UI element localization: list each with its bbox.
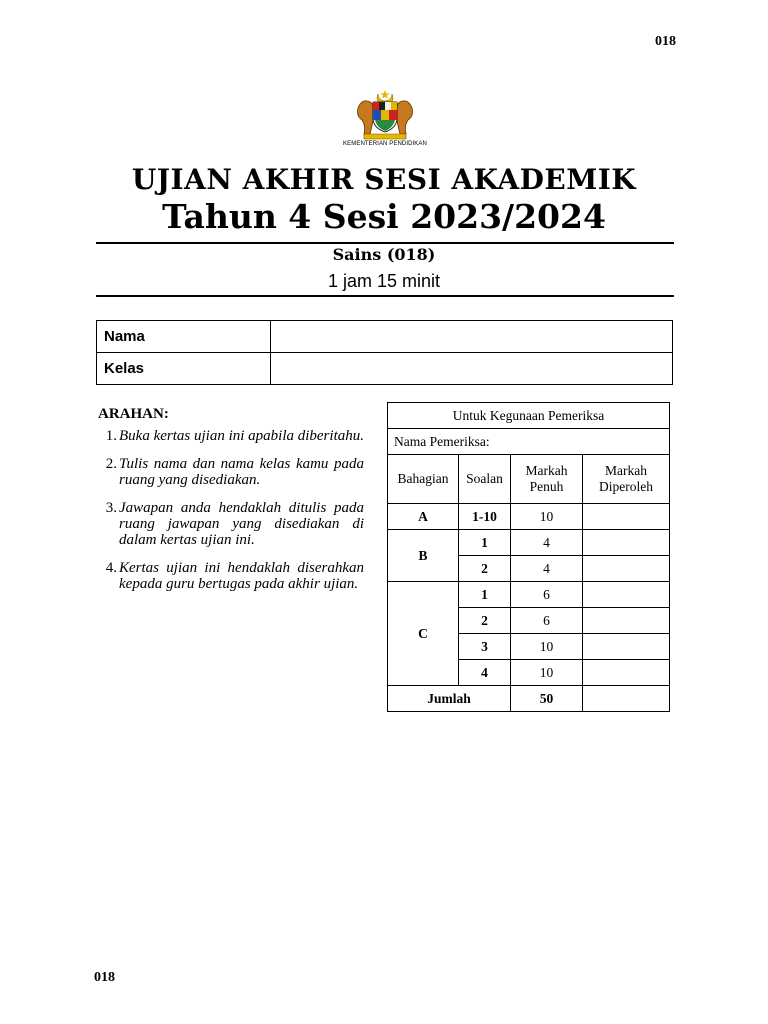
marks-obtained-cell[interactable] [583,556,670,582]
question-cell: 2 [459,556,511,582]
marks-obtained-cell[interactable] [583,504,670,530]
total-row [388,686,670,712]
header-question: Soalan [459,455,511,504]
instruction-number: 4. [105,560,117,576]
instruction-text: Kertas ujian ini hendaklah diserahkan kepada guru bertugas pada akhir ujian. [119,560,364,592]
class-row [97,353,673,385]
instruction-number: 2. [105,456,117,472]
header-marks-obtained: Markah Diperoleh [583,455,670,504]
instruction-text: Tulis nama dan nama kelas kamu pada ruang yang disediakan. [119,456,364,488]
class-label: Kelas [97,353,271,385]
crest-emblem-icon [340,88,430,144]
page-code-bottom: 018 [94,970,115,985]
government-crest [340,88,430,150]
full-marks-cell: 10 [511,660,583,686]
list-item [98,560,364,592]
instruction-text: Jawapan anda hendaklah ditulis pada ruang jawapan yang disediakan di dalam kertas ujian ini. [119,500,364,548]
instruction-number: 1. [105,428,117,444]
list-item [98,456,364,488]
marks-table-title: Untuk Kegunaan Pemeriksa [388,403,670,429]
question-cell: 1 [459,582,511,608]
list-item [98,500,364,548]
class-field[interactable] [271,353,673,385]
total-marks-obtained[interactable] [583,686,670,712]
crest-label: KEMENTERIAN PENDIDIKAN [343,141,427,147]
question-cell: 3 [459,634,511,660]
question-cell: 1-10 [459,504,511,530]
marks-obtained-cell[interactable] [583,634,670,660]
full-marks-cell: 6 [511,582,583,608]
page-code-top: 018 [655,34,676,49]
name-row [97,321,673,353]
full-marks-cell: 4 [511,556,583,582]
instruction-number: 3. [105,500,117,516]
instructions-title: ARAHAN: [98,406,169,422]
question-cell: 2 [459,608,511,634]
marks-obtained-cell[interactable] [583,582,670,608]
list-item [98,428,364,444]
full-marks-cell: 4 [511,530,583,556]
name-label: Nama [97,321,271,353]
name-field[interactable] [271,321,673,353]
header-section: Bahagian [388,455,459,504]
total-label: Jumlah [388,686,511,712]
subject-title: Sains (018) [332,245,436,264]
question-cell: 4 [459,660,511,686]
table-row [388,530,670,556]
table-row [388,504,670,530]
exam-duration: 1 jam 15 minit [327,271,441,291]
marks-obtained-cell[interactable] [583,608,670,634]
instruction-text: Buka kertas ujian ini apabila diberitahu. [119,428,364,444]
divider-top [96,242,674,244]
exam-title: UJIAN AKHIR SESI AKADEMIK [131,163,637,196]
examiner-name-field[interactable]: Nama Pemeriksa: [388,429,670,455]
full-marks-cell: 6 [511,608,583,634]
instructions-list [98,428,364,592]
question-cell: 1 [459,530,511,556]
section-c: C [388,582,459,686]
divider-bottom [96,295,674,297]
instructions [98,406,364,604]
exam-year-session: Tahun 4 Sesi 2023/2024 [162,197,606,236]
marks-obtained-cell[interactable] [583,660,670,686]
header-full-marks: Markah Penuh [511,455,583,504]
full-marks-cell: 10 [511,504,583,530]
section-b: B [388,530,459,582]
table-row [388,582,670,608]
examiner-marks-table [387,402,670,712]
student-info-table [96,320,673,385]
marks-obtained-cell[interactable] [583,530,670,556]
total-full-marks: 50 [511,686,583,712]
section-a: A [388,504,459,530]
full-marks-cell: 10 [511,634,583,660]
